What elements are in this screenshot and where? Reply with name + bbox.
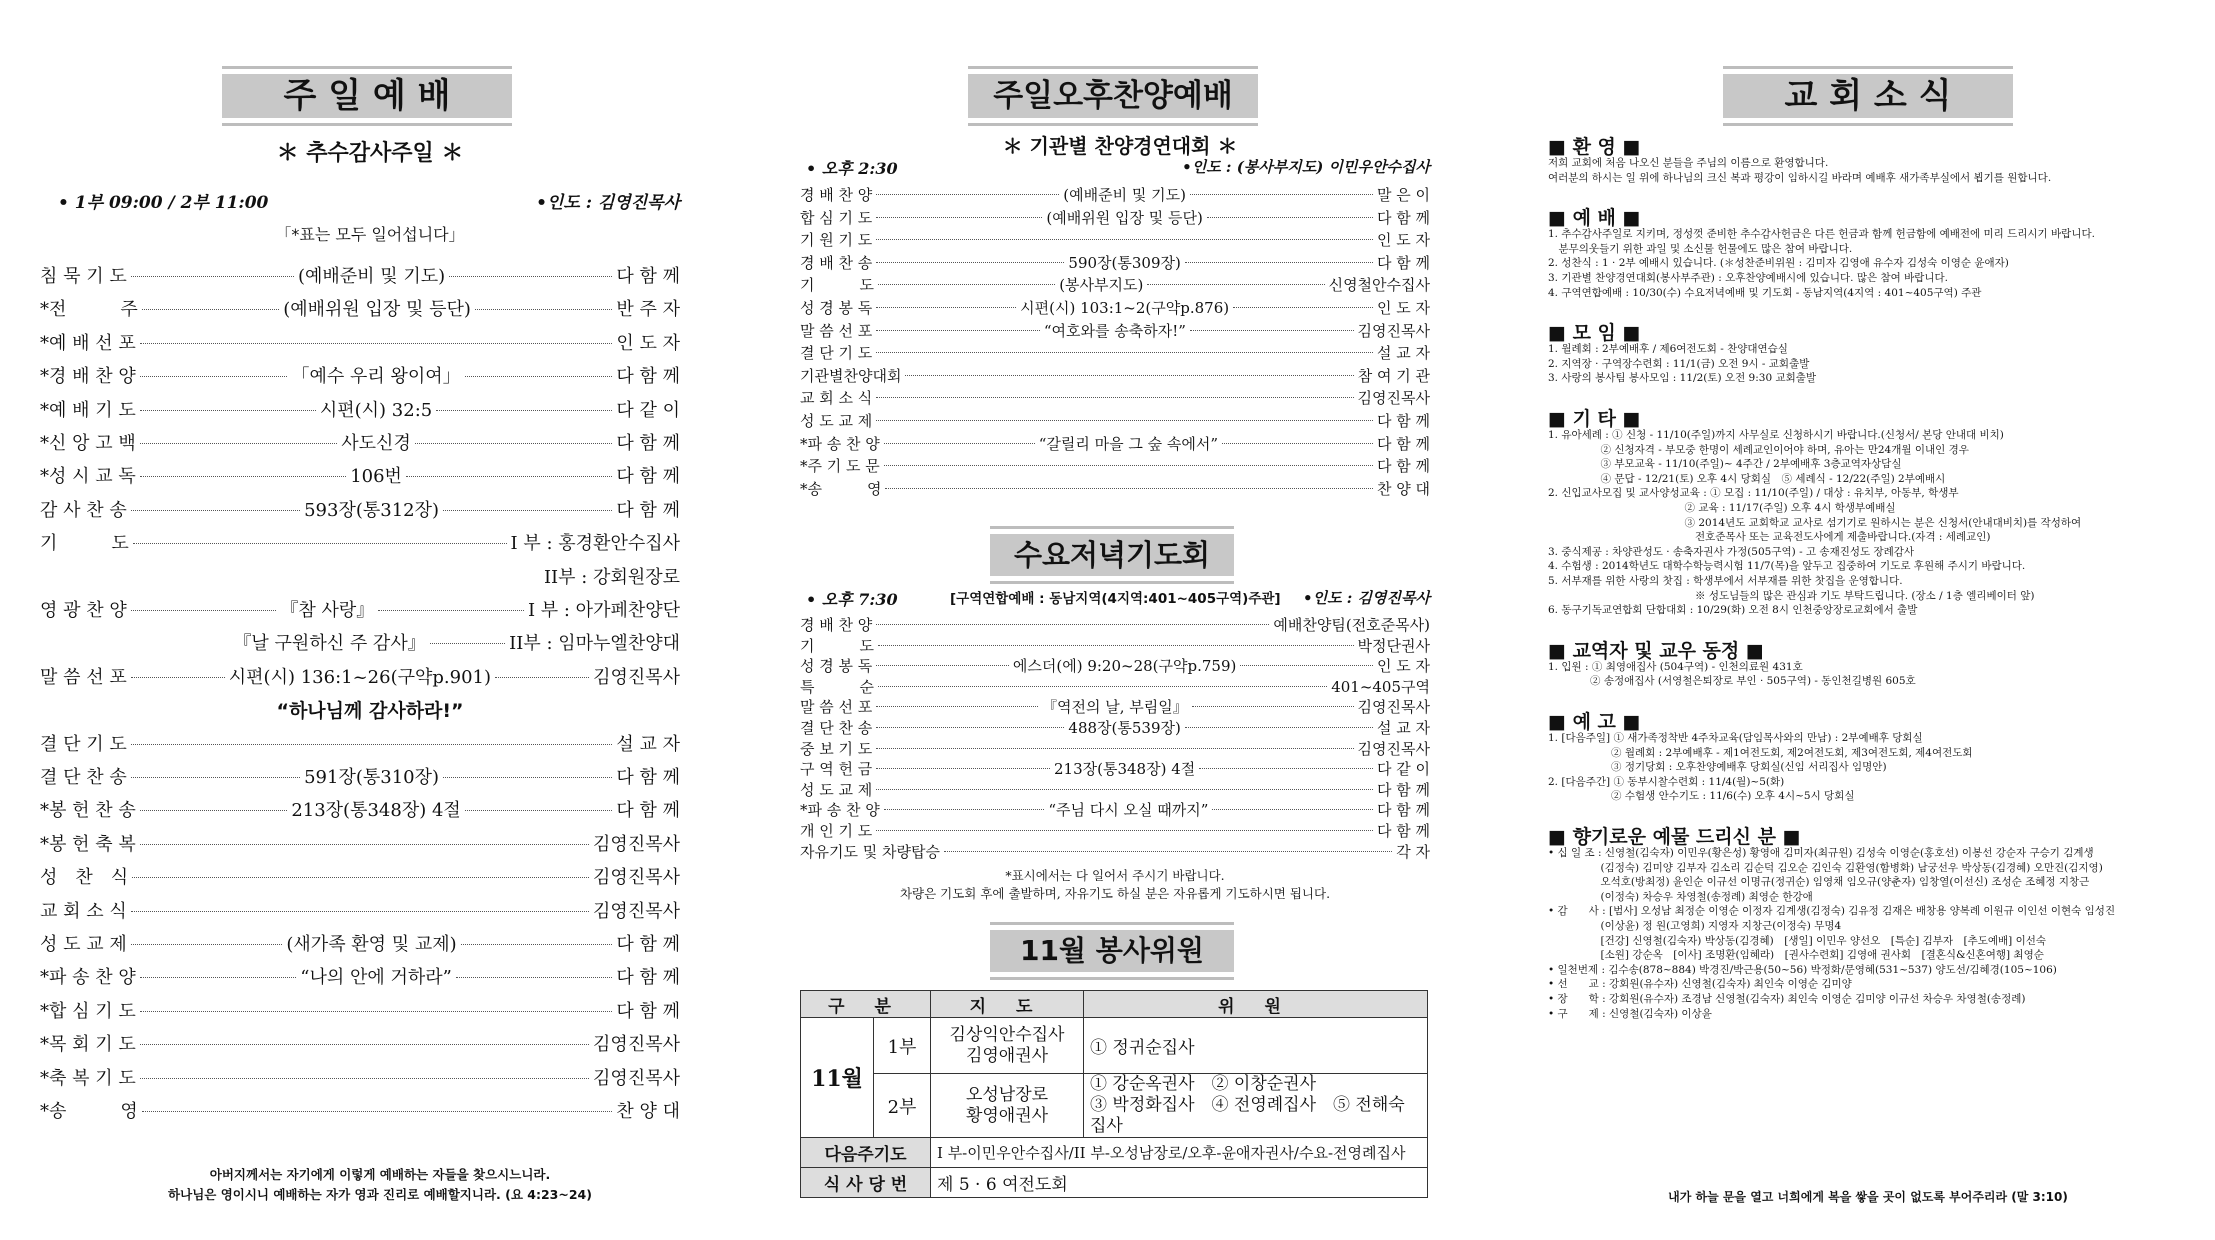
order-row <box>800 696 1430 717</box>
order-item-person: 김영진목사 <box>1357 698 1430 717</box>
order-item-person: 김영진목사 <box>1357 739 1430 758</box>
order-item-detail: (새가족 환영 및 교제) <box>286 934 457 955</box>
order-item-person: 다 같 이 <box>1376 760 1430 779</box>
order-row <box>800 433 1430 454</box>
order-item-name: *예 배 선 포 <box>40 332 136 354</box>
order-item-name: 중 보 기 도 <box>800 739 873 758</box>
order-row <box>800 229 1430 250</box>
order-row <box>40 1064 680 1090</box>
order-item-person: 인 도 자 <box>1376 657 1430 676</box>
order-item-detail: 106번 <box>350 466 402 488</box>
order-row <box>800 455 1430 476</box>
order-item-name: 결 단 찬 송 <box>800 719 873 737</box>
order-item-person: 다 함 께 <box>616 499 680 521</box>
church-news-title: 교 회 소 식 <box>1723 74 2013 118</box>
news-line: [건강] 신영철(김숙자) 박상동(김경혜) [생일] 이민우 양선오 [특순] 김부자 [추도예배] 이선숙 <box>1548 934 2047 947</box>
news-line: • 십 일 조 : 신영철(김숙자) 이민우(황은성) 황영애 김미자(최규원) 김성숙 이영순(홍호선) 이봉선 강순자 구승기 김계생 <box>1548 847 2094 859</box>
order-item-person: 김영진목사 <box>1357 389 1430 408</box>
news-line: 6. 동구기독교연합회 단합대회 : 10/29(화) 오전 8시 인천중앙장로교회에서 출발 <box>1548 604 1918 617</box>
order-row <box>40 997 680 1023</box>
order-item-person: II부 : 강회원장로 <box>543 566 680 588</box>
wednesday-union: [구역연합예배 : 동남지역(4지역:401~405구역)주관] <box>950 591 1281 607</box>
order-item-name: 교 회 소 식 <box>800 389 873 408</box>
wednesday-note-1: *표시에서는 다 일어서 주시기 바랍니다. <box>1005 868 1225 883</box>
order-item-name: *봉 헌 축 복 <box>40 833 136 855</box>
order-row <box>800 365 1430 386</box>
order-row <box>40 429 680 455</box>
news-line: • 선 교 : 강회원(유수자) 신영철(김숙자) 최인숙 이영순 김미양 <box>1548 978 1852 991</box>
order-row <box>40 329 680 355</box>
news-section-heading: ■ 기 타 ■ <box>1548 408 1641 430</box>
order-item-person: 찬 양 대 <box>1376 479 1430 498</box>
news-section-heading: ■ 환 영 ■ <box>1548 136 1641 158</box>
order-row <box>800 799 1430 820</box>
news-line: 2. 신입교사모집 및 교사양성교육 : ① 모집 : 11/10(주일) / 대상 : 유치부, 아동부, 학생부 <box>1548 487 1959 500</box>
order-item-detail: 시편(시) 32:5 <box>319 399 433 421</box>
order-item-detail: 213장(통348장) 4절 <box>1054 760 1196 779</box>
order-item-person: 김영진목사 <box>593 666 681 688</box>
verse-line-1: 아버지께서는 자기에게 이렇게 예배하는 자들을 찾으시느니라. <box>209 1167 551 1182</box>
wednesday-prayer-title: 수요저녁기도회 <box>990 534 1234 576</box>
order-row <box>40 863 680 889</box>
order-item-detail: 488장(통539장) <box>1068 719 1181 737</box>
news-line: 오석호(방최정) 윤인순 이규선 이명규(정귀순) 임영채 임오규(양춘자) 임창열(이선신) 조성순 조혜정 지창근 <box>1548 876 2090 889</box>
order-item-person: 설 교 자 <box>616 733 680 755</box>
order-row <box>800 635 1430 656</box>
order-item-name: 기 도 <box>40 533 129 555</box>
order-item-person: 김영진목사 <box>593 833 680 855</box>
news-line: (이정숙) 차승우 차영철(송정례) 최영순 한강애 <box>1548 890 1813 903</box>
order-item-name: 말 씀 선 포 <box>800 321 873 340</box>
order-item-name: 기 원 기 도 <box>800 231 873 250</box>
church-news-column <box>1548 0 2188 1240</box>
service-time: • 1부 09:00 / 2부 11:00 <box>58 193 269 213</box>
order-item-person: 다 함 께 <box>1376 801 1430 820</box>
wednesday-leader: •인도 : 김영진목사 <box>1303 589 1430 607</box>
order-item-name: 결 단 기 도 <box>800 344 873 363</box>
news-line: (이상윤) 정 원(고영희) 지영자 지창근(이정숙) 무명4 <box>1548 920 1842 932</box>
order-row <box>800 717 1430 738</box>
news-line: ② 수험생 안수기도 : 11/6(수) 오후 4시~5시 당회실 <box>1548 790 1855 803</box>
order-row <box>40 1030 680 1056</box>
order-item-detail: (예배위원 입장 및 등단) <box>1046 208 1203 227</box>
news-line: ④ 문답 - 12/21(토) 오후 4시 당회실 ⑤ 세례식 - 12/22(주일) 2부예배시 <box>1548 472 1946 485</box>
order-item-person: 김영진목사 <box>593 900 680 922</box>
order-item-detail: 「예수 우리 왕이여」 <box>291 366 461 388</box>
order-row <box>800 779 1430 800</box>
news-line: ③ 2014년도 교회학교 교사로 섬기기로 원하시는 분은 신청서(안내대비치)를 작성하여 <box>1548 516 2082 529</box>
order-item-person: 인 도 자 <box>1376 231 1430 250</box>
order-item-detail: 『역전의 날, 부림일』 <box>1042 698 1188 717</box>
order-row <box>800 676 1430 697</box>
stand-note: 「*표는 모두 일어섭니다」 <box>275 225 465 244</box>
order-row <box>800 387 1430 408</box>
news-line: ③ 정기당회 : 오후찬양예배후 당회실(신임 서리집사 임명안) <box>1548 761 1887 774</box>
order-item-person: 각 자 <box>1396 842 1430 861</box>
order-item-name: *전 주 <box>40 299 138 321</box>
order-item-person: 다 함 께 <box>1376 822 1430 840</box>
order-item-detail: 213장(통348장) 4절 <box>291 800 461 822</box>
order-item-name: *합 심 기 도 <box>40 1000 136 1022</box>
order-item-person: 박정단권사 <box>1357 636 1430 655</box>
order-item-person: 김영진목사 <box>593 1034 680 1056</box>
order-item-name: 성 도 교 제 <box>40 934 127 955</box>
service-leader: •인도 : 김영진목사 <box>536 193 680 213</box>
order-row <box>40 830 680 856</box>
news-line: • 일천번제 : 김수송(878~884) 박경진/박근용(50~56) 박정화/문영혜(531~537) 양도선/김혜경(105~106) <box>1548 963 2057 976</box>
order-item-name: *파 송 찬 양 <box>800 434 880 453</box>
order-item-person: 예배찬양팀(전호준목사) <box>1273 616 1430 634</box>
news-line: • 장 학 : 강회원(유수자) 조경남 신영철(김숙자) 최인숙 이영순 김미양 이규선 차승우 차영철(송정례) <box>1548 993 2026 1005</box>
order-item-name: *주 기 도 문 <box>800 457 880 476</box>
order-item-name: 자유기도 및 차량탑승 <box>800 842 940 861</box>
order-item-detail: 사도신경 <box>341 433 411 454</box>
order-row <box>40 763 680 789</box>
order-item-person: 다 함 께 <box>1377 208 1431 227</box>
order-row <box>800 738 1430 759</box>
order-item-person: 다 같 이 <box>616 399 680 421</box>
order-item-name: 영 광 찬 양 <box>40 600 127 621</box>
order-item-person: 다 함 께 <box>616 967 680 989</box>
order-row <box>40 629 680 655</box>
afternoon-worship-title: 주일오후찬양예배 <box>968 74 1258 118</box>
order-item-detail: 591장(통310장) <box>304 767 440 788</box>
order-item-name: 감 사 찬 송 <box>40 499 127 521</box>
order-item-person: 반 주 자 <box>616 299 680 321</box>
order-item-name: *성 시 교 독 <box>40 466 136 488</box>
order-item-name: *경 배 찬 양 <box>40 366 136 388</box>
order-item-person: 김영진목사 <box>593 867 680 889</box>
news-line: [소원] 강순옥 [이사] 조명환(임혜라) [권사수련회] 김영애 권사회 [결혼식&신혼여행] 최영순 <box>1548 949 2044 962</box>
order-item-name: 기관별찬양대회 <box>800 366 902 385</box>
news-section-heading: ■ 향기로운 예물 드리신 분 ■ <box>1548 826 1801 848</box>
news-line: 3. 중식제공 : 차양관성도 · 송축자권사 가정(505구역) - 고 송재진성도 장례감사 <box>1548 545 1915 558</box>
order-item-person: 참 여 기 관 <box>1357 366 1430 385</box>
order-item-person: 김영진목사 <box>593 1067 680 1089</box>
offering-verse: 내가 하늘 문을 열고 너희에게 복을 쌓을 곳이 없도록 부어주리라 (말 3:10) <box>1668 1190 2068 1204</box>
order-item-person: 신영철안수집사 <box>1328 276 1431 295</box>
order-item-name: 말 씀 선 포 <box>800 698 873 717</box>
news-line: ② 송정애집사 (서영철은퇴장로 부인 · 505구역) - 동인천길병원 605호 <box>1548 675 1916 688</box>
news-section-heading: ■ 예 고 ■ <box>1548 711 1641 733</box>
order-row <box>40 1097 680 1123</box>
order-row <box>40 462 680 488</box>
order-item-name: 성 경 봉 독 <box>800 299 873 317</box>
order-row <box>800 252 1430 273</box>
news-line: • 감 사 : [범사] 오성남 최정순 이영순 이정자 김계생(김정숙) 김유정 김재은 배창용 양복례 이원규 이인선 이현숙 임성진 <box>1548 905 2116 918</box>
order-item-person: 인 도 자 <box>1376 299 1430 317</box>
order-item-name: 성 찬 식 <box>40 867 129 889</box>
order-item-detail: 『참 사랑』 <box>280 600 375 621</box>
news-line: 4. 구역연합예배 : 10/30(수) 수요저녁예배 및 기도회 - 동남지역(4지역 : 401~405구역) 주관 <box>1548 286 1982 299</box>
order-item-detail: (예배준비 및 기도) <box>1063 186 1186 204</box>
order-row <box>800 655 1430 676</box>
table-header: 구 분 지 도 위 원 <box>801 991 1428 1018</box>
order-item-detail: “갈릴리 마을 그 숲 속에서” <box>1038 434 1219 453</box>
order-row <box>40 496 680 522</box>
order-item-name: 기 도 <box>800 276 874 295</box>
order-row <box>40 362 680 388</box>
order-item-name: 결 단 찬 송 <box>40 767 127 788</box>
news-section-heading: ■ 모 임 ■ <box>1548 322 1641 345</box>
news-line: 2. 성찬식 : 1 · 2부 예배시 있습니다. (＊성찬준비위원 : 김미자 김영애 유수자 김성숙 이영순 윤애자) <box>1548 257 2009 270</box>
order-item-person: 다 함 께 <box>1376 434 1430 453</box>
table-row: 식 사 당 번 제 5 · 6 여전도회 <box>801 1168 1428 1198</box>
service-committee-table <box>800 990 1428 1198</box>
order-row <box>40 663 680 689</box>
order-item-person: 다 함 께 <box>616 266 681 287</box>
order-item-name: *송 영 <box>800 479 882 498</box>
order-item-name: 특 순 <box>800 677 874 696</box>
afternoon-time: • 오후 2:30 <box>806 159 898 178</box>
order-row <box>40 730 680 756</box>
news-section-heading: ■ 예 배 ■ <box>1548 207 1641 230</box>
order-row <box>800 820 1430 841</box>
news-line: 저희 교회에 처음 나오신 분들을 주님의 이름으로 환영합니다. <box>1548 157 1829 169</box>
order-item-person: 다 함 께 <box>1376 253 1430 272</box>
order-item-name: 개 인 기 도 <box>800 822 873 840</box>
table-row: 11월 1부 김상익안수집사 김영애권사 ① 정귀순집사 <box>801 1018 1428 1074</box>
order-row <box>40 897 680 923</box>
news-line: 전호준목사 또는 교육전도사에게 제출바랍니다.(자격 : 세례교인) <box>1548 531 1991 544</box>
verse-line-2: 하나님은 영이시니 예배하는 자가 영과 진리로 예배할지니라. (요 4:23~24) <box>168 1187 592 1202</box>
order-item-name: *봉 헌 찬 송 <box>40 800 136 822</box>
order-item-name: *파 송 찬 양 <box>40 967 136 989</box>
wednesday-time: • 오후 7:30 <box>806 590 898 609</box>
news-line: 5. 서부재를 위한 사랑의 찻집 : 학생부에서 서부재를 위한 찻집을 운영합니다. <box>1548 575 1903 587</box>
order-item-detail: (봉사부지도) <box>1059 276 1144 295</box>
order-item-name: *신 앙 고 백 <box>40 433 136 454</box>
order-item-person: 다 함 께 <box>616 1000 680 1022</box>
afternoon-worship-column <box>800 0 1430 1240</box>
order-row <box>40 796 680 822</box>
sermon-title: “하나님께 감사하라!” <box>276 700 464 723</box>
news-line: 여러분의 하시는 일 위에 하나님의 크신 복과 평강이 임하시길 바라며 예배후 새가족부실에서 뵙기를 원합니다. <box>1548 171 2052 184</box>
order-row <box>40 396 680 422</box>
order-row <box>800 297 1430 318</box>
news-line: 3. 사랑의 봉사팀 봉사모임 : 11/2(토) 오전 9:30 교회출발 <box>1548 372 1817 385</box>
news-line: (김정숙) 김미양 김부자 김소리 김순덕 김오순 김인숙 김환영(함병화) 남궁선우 박상동(김경혜) 오만진(김지영) <box>1548 861 2103 874</box>
order-item-person: 찬 양 대 <box>616 1101 680 1122</box>
table-row: 2부 오성남장로 황영애권사 ① 강순옥권사 ② 이창순권사 ③ 박정화집사 ④ 전영례집사 ⑤ 전해숙집사 <box>801 1074 1428 1138</box>
order-item-name: 교 회 소 식 <box>40 900 127 922</box>
order-item-person: 다 함 께 <box>616 366 680 388</box>
order-item-detail: 593장(통312장) <box>304 499 440 521</box>
news-line: ② 월례회 : 2부예배후 - 제1여전도회, 제2여전도회, 제3여전도회, 제4여전도회 <box>1548 746 1973 759</box>
order-item-person: I 부 : 홍경환안수집사 <box>510 533 680 555</box>
sunday-worship-title: 주 일 예 배 <box>222 74 512 118</box>
sunday-worship-column <box>40 0 680 1240</box>
order-row <box>800 184 1430 205</box>
afternoon-subtitle: ＊ 기관별 찬양경연대회 ＊ <box>1002 134 1238 158</box>
order-item-detail: 에스더(에) 9:20~28(구약p.759) <box>1012 657 1237 676</box>
order-item-person: 다 함 께 <box>616 800 680 822</box>
order-item-person: 다 함 께 <box>616 934 680 955</box>
news-line: 분무의웃들기 위한 과일 및 소신물 헌물에도 많은 참여 바랍니다. <box>1548 242 1853 255</box>
afternoon-leader: •인도 : (봉사부지도) 이민우안수집사 <box>1182 158 1430 176</box>
sunday-subtitle: ＊ 추수감사주일 ＊ <box>276 141 464 166</box>
order-item-detail: (예배위원 입장 및 등단) <box>283 299 471 321</box>
order-item-name: 성 도 교 제 <box>800 412 873 430</box>
order-item-name: *축 복 기 도 <box>40 1067 136 1089</box>
order-row <box>40 930 680 956</box>
order-item-person: II부 : 임마누엘찬양대 <box>509 633 680 655</box>
order-item-name: 성 도 교 제 <box>800 780 873 799</box>
order-item-person: 다 함 께 <box>616 767 680 788</box>
order-item-name: 침 묵 기 도 <box>40 266 127 287</box>
order-item-name: 경 배 찬 송 <box>800 253 873 272</box>
news-line: 3. 기관별 찬양경연대회(봉사부주관) : 오후찬양예배시에 있습니다. 많은 참여 바랍니다. <box>1548 272 1948 284</box>
order-row <box>40 963 680 989</box>
order-row <box>40 563 680 589</box>
news-line: ※ 성도님들의 많은 관심과 기도 부탁드립니다. (장소 / 1층 엘리베이터 앞) <box>1548 589 2035 602</box>
order-item-name: 기 도 <box>800 636 874 655</box>
news-line: 1. 유아세례 : ① 신청 - 11/10(주일)까지 사무실로 신청하시기 바랍니다.(신청서/ 본당 안내대 비치) <box>1548 429 2004 441</box>
order-row <box>800 410 1430 431</box>
order-item-person: 말 은 이 <box>1377 186 1431 204</box>
order-item-detail: 590장(통309장) <box>1068 253 1181 272</box>
order-row <box>800 758 1430 779</box>
order-row <box>800 274 1430 295</box>
news-line: ② 신청자격 - 부모중 한명이 세례교인이어야 하며, 유아는 만24개월 이내인 경우 <box>1548 443 1969 456</box>
order-item-person: 401~405구역 <box>1331 677 1430 696</box>
order-item-person: 설 교 자 <box>1376 719 1430 737</box>
order-row <box>40 596 680 622</box>
order-item-detail: “주님 다시 오실 때까지” <box>1048 801 1209 820</box>
order-item-person: 다 함 께 <box>616 466 681 488</box>
news-line: 1. 추수감사주일로 지키며, 정성껏 준비한 추수감사헌금은 다른 헌금과 함께 헌금함에 예배전에 미리 드리시기 바랍니다. <box>1548 228 2095 241</box>
order-row <box>40 262 680 288</box>
order-item-person: 다 함 께 <box>616 433 681 454</box>
order-item-detail: 시편(시) 103:1~2(구약p.876) <box>1020 299 1230 317</box>
order-item-detail: 『날 구원하신 주 감사』 <box>233 633 426 655</box>
order-row <box>800 342 1430 363</box>
order-item-detail: 시편(시) 136:1~26(구약p.901) <box>228 666 491 688</box>
news-line: 1. 입원 : ① 최영애집사 (504구역) - 인천의료원 431호 <box>1548 660 1803 673</box>
order-item-name: 성 경 봉 독 <box>800 657 873 676</box>
order-item-name: 말 씀 선 포 <box>40 666 127 688</box>
order-row <box>800 614 1430 635</box>
order-item-person: 인 도 자 <box>616 332 680 354</box>
order-row <box>40 529 680 555</box>
order-item-person: 다 함 께 <box>1376 412 1430 430</box>
order-row <box>800 478 1430 499</box>
news-line: 2. 지역장 · 구역장수련회 : 11/1(금) 오전 9시 - 교회출발 <box>1548 357 1810 370</box>
order-item-name: 구 역 헌 금 <box>800 760 873 779</box>
news-line: • 구 제 : 신영철(김숙자) 이상윤 <box>1548 1007 1712 1020</box>
service-committee-title: 11월 봉사위원 <box>990 930 1234 972</box>
order-item-name: *목 회 기 도 <box>40 1034 136 1056</box>
order-item-name: 경 배 찬 양 <box>800 616 873 634</box>
order-row <box>800 320 1430 341</box>
order-item-detail: (예배준비 및 기도) <box>297 266 446 287</box>
order-item-detail: “나의 안에 거하라” <box>300 967 452 989</box>
order-item-person: I 부 : 아가페찬양단 <box>527 600 681 621</box>
news-line: ③ 부모교육 - 11/10(주일)~ 4주간 / 2부예배후 3층교역자상담실 <box>1548 458 1902 471</box>
order-item-name: 결 단 기 도 <box>40 733 127 755</box>
order-item-detail: “여호와를 송축하자!” <box>1043 321 1186 340</box>
news-line: ② 교육 : 11/17(주일) 오후 4시 학생부예배실 <box>1548 502 1896 514</box>
order-item-name: 합 심 기 도 <box>800 208 873 227</box>
order-item-name: *파 송 찬 양 <box>800 801 880 820</box>
order-item-name: 경 배 찬 양 <box>800 186 873 204</box>
order-row <box>800 841 1430 862</box>
order-item-name: *예 배 기 도 <box>40 399 136 421</box>
order-item-person: 다 함 께 <box>1376 780 1430 799</box>
order-row <box>40 295 680 321</box>
news-line: 1. [다음주일] ① 새가족정착반 4주차교육(담임목사와의 만남) : 2부예배후 당회실 <box>1548 732 1923 744</box>
order-row <box>800 207 1430 228</box>
news-line: 4. 수험생 : 2014학년도 대학수학능력시험 11/7(목)을 앞두고 집중하여 기도로 후원해 주시기 바랍니다. <box>1548 560 2026 573</box>
order-item-name: *송 영 <box>40 1101 138 1122</box>
news-line: 1. 월례회 : 2부예배후 / 제6여전도회 - 찬양대연습실 <box>1548 343 1788 356</box>
wednesday-note-2: 차량은 기도회 후에 출발하며, 자유기도 하실 분은 자유롭게 기도하시면 됩니다. <box>899 886 1331 901</box>
table-row: 다음주기도 I 부-이민우안수집사/II 부-오성남장로/오후-윤애자권사/수요-전영례집사 <box>801 1138 1428 1168</box>
news-section-heading: ■ 교역자 및 교우 동정 ■ <box>1548 639 1764 662</box>
order-item-person: 다 함 께 <box>1376 457 1430 476</box>
order-item-person: 설 교 자 <box>1376 344 1430 363</box>
news-line: 2. [다음주간] ① 동부시찰수련회 : 11/4(월)~5(화) <box>1548 775 1785 788</box>
order-item-person: 김영진목사 <box>1357 321 1430 340</box>
